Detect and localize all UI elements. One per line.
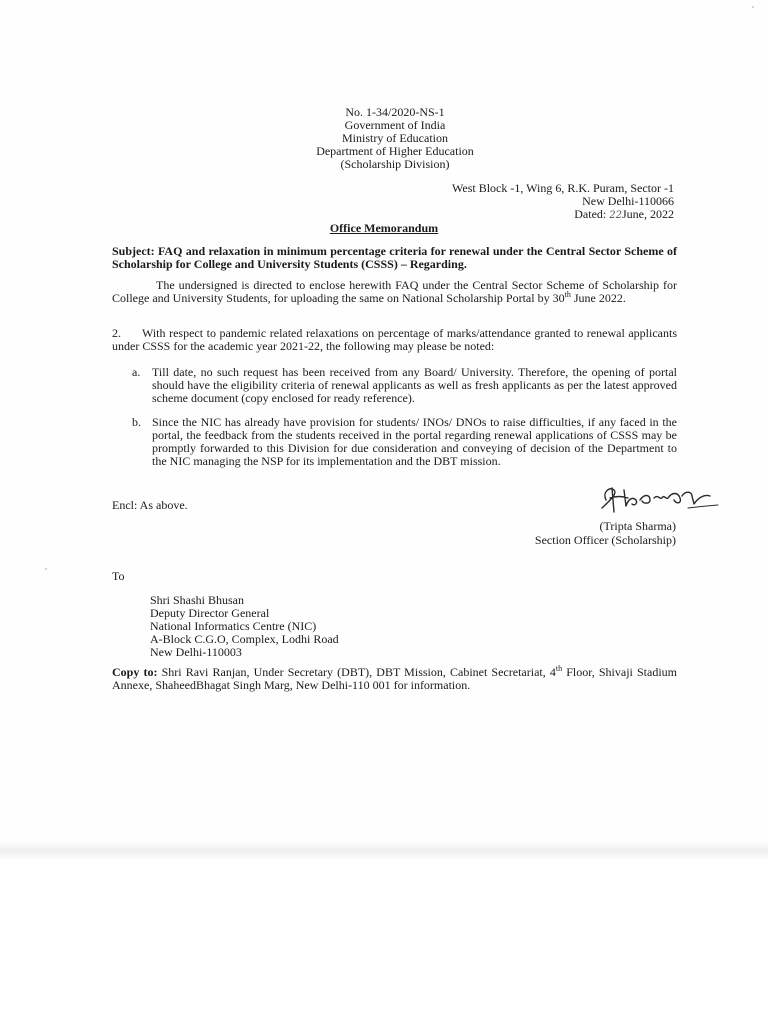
scan-page-edge (0, 842, 768, 860)
recipient-organisation: National Informatics Centre (NIC) (150, 619, 317, 633)
paragraph-2 (112, 327, 677, 353)
list-item (132, 415, 677, 468)
to-label: To (112, 569, 125, 583)
recipient-name: Shri Shashi Bhusan (150, 593, 245, 607)
scan-speck (752, 6, 754, 8)
address-line-2: New Delhi-110066 (582, 194, 674, 208)
ministry-name: Ministry of Education (342, 131, 448, 145)
address-line-1: West Block -1, Wing 6, R.K. Puram, Sector -1 (452, 181, 674, 195)
paragraph-1-sup: th (564, 290, 571, 299)
copy-to (112, 666, 677, 692)
recipient-designation: Deputy Director General (150, 606, 270, 620)
copy-to-sup: th (555, 664, 563, 673)
recipient-block (150, 594, 339, 659)
list-item-text: Since the NIC has already have provision for students/ INOs/ DNOs to raise difficulties, if any faced in the portal, the feedback from the students received in the portal regarding renewal applications of CSSS may be promptly forwarded to this Division for due consideration and conveying of decision of the Department to the NIC managing the NSP for its implementation and the DBT mission. (152, 415, 677, 468)
recipient-address-1: A-Block C.G.O, Complex, Lodhi Road (150, 632, 339, 646)
government-name: Government of India (344, 118, 446, 132)
handwritten-signature (588, 474, 728, 518)
dated-month-year: June, 2022 (622, 207, 674, 221)
signatory-designation: Section Officer (Scholarship) (534, 533, 676, 547)
copy-to-tail: Floor, Shivaji Stadium Annexe, ShaheedBhagat Singh Marg, New Delhi-110 001 for information. (112, 665, 678, 692)
letterhead (300, 106, 490, 171)
paragraph-2-number: 2. (112, 326, 121, 340)
copy-to-text: Shri Ravi Ranjan, Under Secretary (DBT), DBT Mission, Cabinet Secretariat, 4 (157, 665, 556, 679)
signatory-block (535, 519, 676, 547)
copy-to-label: Copy to: (112, 665, 158, 679)
memo-title: Office Memorandum (329, 221, 439, 235)
recipient-address-2: New Delhi-110003 (150, 645, 242, 659)
subject-line: Subject: FAQ and relaxation in minimum percentage criteria for renewal under the Central Sector Scheme of Scholarship for College and University Students (CSSS) – Regarding. (112, 244, 677, 271)
list-item-text: Till date, no such request has been received from any Board/ University. Therefore, the opening of portal should have the eligibility criteria of renewal applicants as well as fresh applicants as per the latest approved scheme document (copy enclosed for ready reference). (152, 365, 677, 405)
paragraph-1 (112, 279, 677, 305)
dated-day-handwritten: 22 (609, 210, 622, 221)
office-address (452, 182, 674, 222)
signatory-name: (Tripta Sharma) (599, 519, 676, 533)
scan-speck (45, 568, 47, 570)
paragraph-1-text: The undersigned is directed to enclose herewith FAQ under the Central Sector Scheme of Scholarship for College and University Students, for uploading the same on National Scholarship Portal by 30 (112, 278, 677, 305)
paragraph-2-text: With respect to pandemic related relaxations on percentage of marks/attendance granted to renewal applicants under CSSS for the academic year 2021-22, the following may please be noted: (112, 326, 677, 353)
date-line (452, 208, 674, 222)
enclosure-note: Encl: As above. (112, 498, 188, 512)
division-name: (Scholarship Division) (340, 157, 450, 171)
list-marker: a. (132, 365, 141, 379)
department-name: Department of Higher Education (316, 144, 474, 158)
list-item (132, 365, 677, 405)
paragraph-1-tail: June 2022. (570, 291, 626, 305)
dated-label: Dated: (574, 207, 610, 221)
file-number: No. 1-34/2020-NS-1 (345, 105, 445, 119)
list-marker: b. (132, 415, 141, 429)
